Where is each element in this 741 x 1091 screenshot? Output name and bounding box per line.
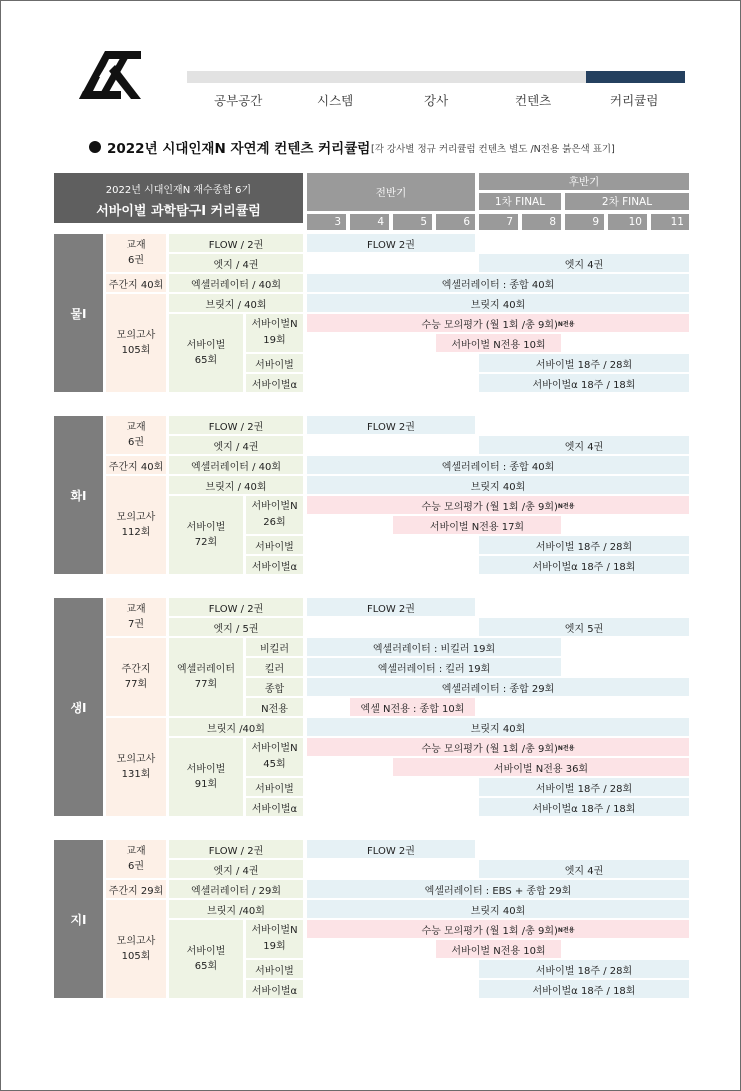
survival-label: 서바이벌 [186, 764, 226, 775]
timeline-bar: 엣지 4권 [479, 436, 689, 454]
timeline-bar: FLOW 2권 [307, 416, 475, 434]
survival-n-cell [246, 920, 303, 958]
second-half-header: 후반기 [479, 173, 689, 190]
weekly-cell: 주간지 29회 [106, 880, 166, 898]
textbook-label: 교재 [126, 422, 146, 433]
timeline-bar: 엑셀러레이터 : 종합 40회 [307, 456, 689, 474]
survival-cell [169, 920, 243, 998]
timeline-bar: 서바이벌α 18주 / 18회 [479, 556, 689, 574]
row-label: 서바이벌 [246, 536, 303, 554]
survival-n-label: 서바이벌N [251, 925, 298, 936]
row-label: FLOW / 2권 [169, 840, 303, 858]
timeline-bar: 브릿지 40회 [307, 900, 689, 918]
mock-label: 모의고사 [116, 512, 156, 523]
month-5: 5 [393, 214, 432, 230]
mock-label: 모의고사 [116, 330, 156, 341]
logo-icon [75, 47, 145, 101]
mock-cell [106, 294, 166, 392]
weekly-cell: 주간지 40회 [106, 274, 166, 292]
timeline-bar: FLOW 2권 [307, 598, 475, 616]
timeline-bar-n-only [307, 496, 689, 514]
survival-n-cell [246, 496, 303, 534]
timeline-bar-n-only: 서바이벌 N전용 10회 [436, 334, 561, 352]
subject-chemistry: 화Ⅰ [54, 416, 103, 574]
row-label: 엣지 / 4권 [169, 860, 303, 878]
subject-biology: 생Ⅰ [54, 598, 103, 816]
textbook-label: 교재 [126, 240, 146, 251]
timeline-bar: 엑셀러레이터 : 종합 29회 [307, 678, 689, 696]
subject-physics: 물Ⅰ [54, 234, 103, 392]
timeline-bar: 브릿지 40회 [307, 476, 689, 494]
row-label: 브릿지 /40회 [169, 900, 303, 918]
mock-count: 105회 [121, 345, 151, 356]
nav-active-indicator [586, 71, 685, 83]
final1-header: 1차 FINAL [479, 193, 561, 210]
survival-n-label: 서바이벌N [251, 319, 298, 330]
month-9: 9 [565, 214, 604, 230]
nav-item-study-space[interactable]: 공부공간 [214, 93, 263, 108]
row-label: FLOW / 2권 [169, 416, 303, 434]
weekly-count: 77회 [124, 679, 148, 690]
survival-count: 65회 [194, 355, 218, 366]
row-label: 서바이벌α [246, 980, 303, 998]
final2-header: 2차 FINAL [565, 193, 689, 210]
mock-cell [106, 900, 166, 998]
row-label: 엣지 / 4권 [169, 436, 303, 454]
row-label: 엑셀러레이터 / 40회 [169, 274, 303, 292]
row-label: 서바이벌 [246, 354, 303, 372]
row-label: FLOW / 2권 [169, 598, 303, 616]
n-only-tag: N전용 [557, 926, 575, 934]
timeline-bar: 엑셀러레이터 : 비킬러 19회 [307, 638, 561, 656]
textbook-count: 6권 [127, 255, 145, 266]
timeline-bar: 서바이벌α 18주 / 18회 [479, 374, 689, 392]
row-label: 엑셀러레이터 / 40회 [169, 456, 303, 474]
page-title-note: [각 강사별 정규 커리큘럼 컨텐츠 별도 /N전용 붉은색 표기] [371, 144, 615, 155]
survival-label: 서바이벌 [186, 340, 226, 351]
header-line2: 서바이벌 과학탐구Ⅰ 커리큘럼 [96, 204, 261, 219]
textbook-label: 교재 [126, 604, 146, 615]
month-3: 3 [307, 214, 346, 230]
mock-count: 131회 [121, 769, 151, 780]
timeline-bar-n-only: 서바이벌 N전용 17회 [393, 516, 561, 534]
month-7: 7 [479, 214, 518, 230]
n-only-tag: N전용 [557, 502, 575, 510]
timeline-bar: FLOW 2권 [307, 840, 475, 858]
row-label: 비킬러 [246, 638, 303, 656]
curriculum-header-box [54, 173, 303, 223]
bullet-icon [89, 141, 101, 153]
accelerator-cell [169, 638, 243, 716]
mock-count: 105회 [121, 951, 151, 962]
row-label: 브릿지 /40회 [169, 718, 303, 736]
row-label: 서바이벌 [246, 960, 303, 978]
mock-cell [106, 476, 166, 574]
survival-n-cell [246, 314, 303, 352]
weekly-cell: 주간지 40회 [106, 456, 166, 474]
survival-label: 서바이벌 [186, 946, 226, 957]
timeline-bar-n-only: 엑셀 N전용 : 종합 10회 [350, 698, 475, 716]
timeline-bar: 브릿지 40회 [307, 294, 689, 312]
mock-count: 112회 [121, 527, 151, 538]
timeline-bar: 브릿지 40회 [307, 718, 689, 736]
survival-n-count: 26회 [263, 517, 286, 528]
row-label: 엑셀러레이터 / 29회 [169, 880, 303, 898]
month-8: 8 [522, 214, 561, 230]
survival-n-cell [246, 738, 303, 776]
timeline-bar: 서바이벌 18주 / 28회 [479, 960, 689, 978]
timeline-bar-n-only [307, 314, 689, 332]
textbook-count: 6권 [127, 861, 145, 872]
timeline-bar-n-only [307, 738, 689, 756]
mock-label: 모의고사 [116, 936, 156, 947]
timeline-bar-n-only: 서바이벌 N전용 36회 [393, 758, 689, 776]
weekly-label: 주간지 [121, 664, 151, 675]
timeline-bar: 엣지 4권 [479, 860, 689, 878]
timeline-bar-n-only [307, 920, 689, 938]
row-label: 서바이벌α [246, 374, 303, 392]
row-label: 서바이벌α [246, 798, 303, 816]
mock-cell [106, 718, 166, 816]
subject-earth-science: 지Ⅰ [54, 840, 103, 998]
timeline-bar: 엑셀러레이터 : 종합 40회 [307, 274, 689, 292]
month-10: 10 [608, 214, 647, 230]
n-only-tag: N전용 [557, 744, 575, 752]
n-only-tag: N전용 [557, 320, 575, 328]
survival-count: 72회 [194, 537, 218, 548]
survival-cell [169, 496, 243, 574]
textbook-count: 6권 [127, 437, 145, 448]
survival-cell [169, 314, 243, 392]
survival-count: 65회 [194, 961, 218, 972]
bar-text: 수능 모의평가 (월 1회 /총 9회) [421, 743, 558, 755]
month-11: 11 [651, 214, 689, 230]
nav-item-system[interactable]: 시스템 [317, 93, 354, 108]
row-label: FLOW / 2권 [169, 234, 303, 252]
nav-item-contents[interactable]: 컨텐츠 [515, 93, 552, 108]
timeline-bar: 엑셀러레이터 : 킬러 19회 [307, 658, 561, 676]
timeline-bar: 엣지 5권 [479, 618, 689, 636]
row-label: 브릿지 / 40회 [169, 294, 303, 312]
survival-n-count: 19회 [263, 335, 286, 346]
row-label: N전용 [246, 698, 303, 716]
survival-cell [169, 738, 243, 816]
bar-text: 수능 모의평가 (월 1회 /총 9회) [421, 319, 558, 331]
survival-label: 서바이벌 [186, 522, 226, 533]
weekly-cell [106, 638, 166, 716]
accelerator-count: 77회 [194, 679, 218, 690]
timeline-bar: 엣지 4권 [479, 254, 689, 272]
survival-n-count: 19회 [263, 941, 286, 952]
survival-n-count: 45회 [263, 759, 286, 770]
accelerator-label: 엑셀러레이터 [177, 664, 235, 675]
row-label: 엣지 / 5권 [169, 618, 303, 636]
row-label: 서바이벌α [246, 556, 303, 574]
timeline-bar: 서바이벌 18주 / 28회 [479, 778, 689, 796]
bar-text: 수능 모의평가 (월 1회 /총 9회) [421, 501, 558, 513]
textbook-count: 7권 [127, 619, 145, 630]
mock-label: 모의고사 [116, 754, 156, 765]
row-label: 킬러 [246, 658, 303, 676]
row-label: 브릿지 / 40회 [169, 476, 303, 494]
page-title: 2022년 시대인재N 자연계 컨텐츠 커리큘럼 [107, 141, 371, 157]
textbook-label: 교재 [126, 846, 146, 857]
nav-item-teachers[interactable]: 강사 [424, 93, 449, 108]
timeline-bar: 서바이벌 18주 / 28회 [479, 536, 689, 554]
timeline-bar: 엑셀러레이터 : EBS + 종합 29회 [307, 880, 689, 898]
survival-n-label: 서바이벌N [251, 743, 298, 754]
timeline-bar: FLOW 2권 [307, 234, 475, 252]
timeline-bar-n-only: 서바이벌 N전용 10회 [436, 940, 561, 958]
header-line1: 2022년 시대인재N 재수종합 6기 [105, 185, 252, 196]
row-label: 서바이벌 [246, 778, 303, 796]
textbook-cell [106, 598, 166, 636]
survival-n-label: 서바이벌N [251, 501, 298, 512]
textbook-cell [106, 840, 166, 878]
timeline-bar: 서바이벌α 18주 / 18회 [479, 980, 689, 998]
bar-text: 수능 모의평가 (월 1회 /총 9회) [421, 925, 558, 937]
month-4: 4 [350, 214, 389, 230]
nav-item-curriculum[interactable]: 커리큘럼 [610, 93, 659, 108]
row-label: 종합 [246, 678, 303, 696]
textbook-cell [106, 416, 166, 454]
timeline-bar: 서바이벌α 18주 / 18회 [479, 798, 689, 816]
timeline-bar: 서바이벌 18주 / 28회 [479, 354, 689, 372]
month-6: 6 [436, 214, 475, 230]
first-half-header: 전반기 [307, 173, 475, 211]
survival-count: 91회 [194, 779, 218, 790]
textbook-cell [106, 234, 166, 272]
row-label: 엣지 / 4권 [169, 254, 303, 272]
